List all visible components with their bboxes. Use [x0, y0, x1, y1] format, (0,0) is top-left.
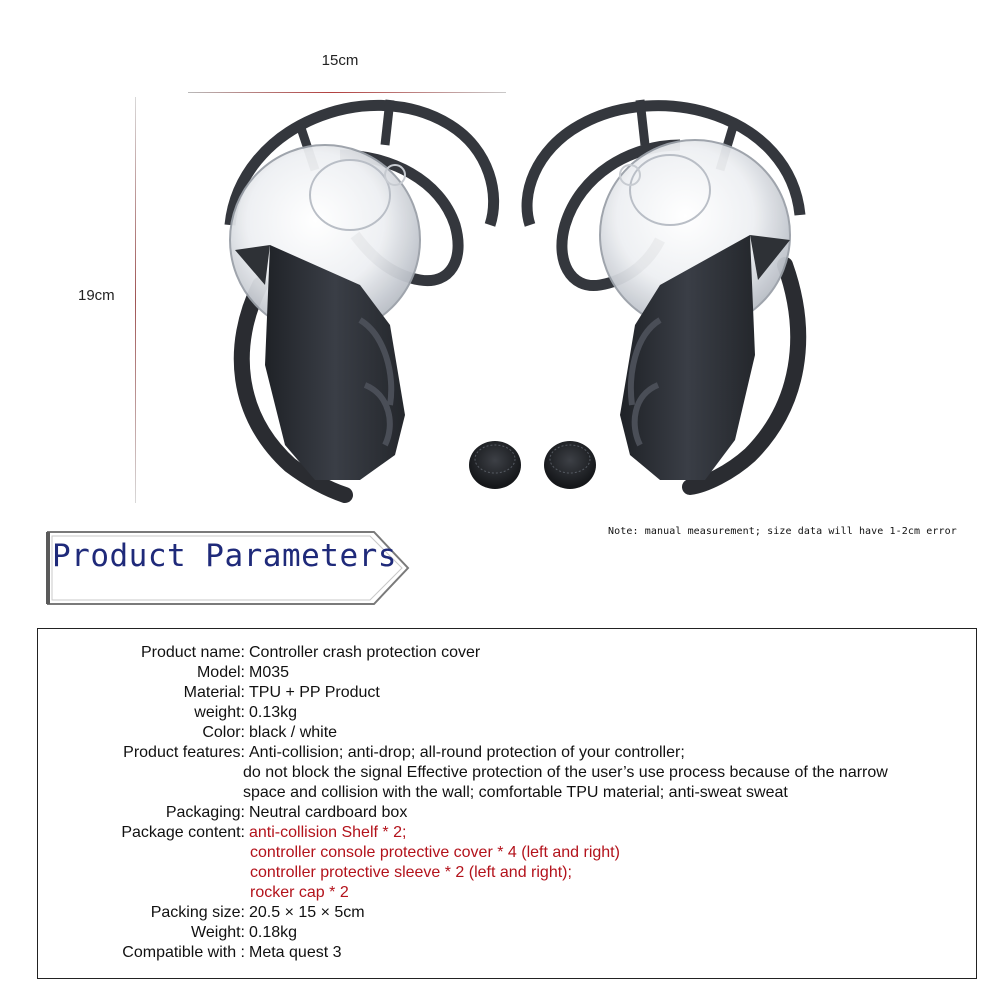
param-row-gross-weight [38, 923, 297, 943]
param-value: Controller crash protection cover [249, 644, 481, 661]
package-content-line-4: rocker cap * 2 [250, 884, 349, 901]
features-line-2: do not block the signal Effective protection of the user’s use process because of the narrow [243, 764, 888, 781]
param-value: 20.5 × 15 × 5cm [249, 904, 365, 921]
param-value: 0.13kg [249, 704, 298, 721]
param-label: Material: [183, 684, 245, 701]
param-row-compatible [38, 943, 342, 963]
right-controller-cover [527, 100, 800, 487]
param-row-weight [38, 703, 297, 723]
param-row-material [38, 683, 380, 703]
height-dimension-label: 19cm [78, 287, 115, 304]
param-label: Product name: [140, 644, 245, 661]
param-value: 0.18kg [249, 924, 298, 941]
param-row-color [38, 723, 337, 743]
param-row-package-content [38, 823, 406, 843]
param-value: Anti-collision; anti-drop; all-round protection of your controller; [249, 744, 685, 761]
left-controller-cover [230, 100, 494, 495]
param-label: Packaging: [165, 804, 245, 821]
param-value: anti-collision Shelf * 2; [249, 824, 407, 841]
param-label: Packing size: [150, 904, 245, 921]
height-dimension-line [135, 97, 136, 503]
param-row-packing-size [38, 903, 365, 923]
param-row-model [38, 663, 289, 683]
param-row-packaging [38, 803, 407, 823]
features-line-3: space and collision with the wall; comfortable TPU material; anti-sweat sweat [243, 784, 788, 801]
param-label: Package content: [121, 824, 245, 841]
width-dimension-label: 15cm [321, 52, 359, 69]
product-parameters-box [37, 628, 977, 979]
param-value: Meta quest 3 [249, 944, 342, 961]
param-label: Product features: [123, 744, 245, 761]
param-label: weight: [194, 704, 245, 721]
param-value: Neutral cardboard box [249, 804, 408, 821]
param-label: Weight: [191, 924, 245, 941]
param-row-product-name [38, 643, 480, 663]
package-content-line-2: controller console protective cover * 4 (left and right) [250, 844, 620, 861]
controller-covers-image [190, 85, 830, 515]
banner-title: Product Parameters [52, 538, 397, 574]
param-value: TPU + PP Product [249, 684, 380, 701]
param-label: Compatible with : [122, 944, 245, 961]
param-value: M035 [249, 664, 290, 681]
package-content-line-3: controller protective sleeve * 2 (left and right); [250, 864, 572, 881]
measurement-note: Note: manual measurement; size data will have 1-2cm error [608, 526, 957, 537]
rocker-caps [469, 441, 596, 489]
param-label: Color: [202, 724, 245, 741]
param-value: black / white [249, 724, 338, 741]
param-label: Model: [196, 664, 245, 681]
param-row-features [38, 743, 685, 763]
